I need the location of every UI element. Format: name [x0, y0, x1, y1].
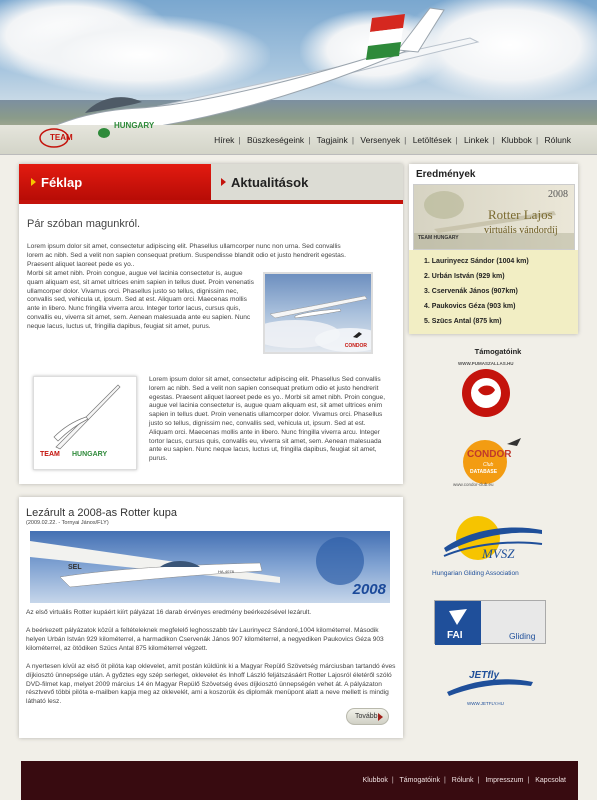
condor-sub: Club — [483, 462, 494, 468]
nav-linkek[interactable]: Linkek — [464, 135, 489, 145]
condor-db: DATABASE — [470, 469, 498, 475]
banner-reg: SEL — [68, 564, 82, 571]
nav-tagjaink[interactable]: Tagjaink — [316, 135, 348, 145]
glider-photo-image — [265, 274, 373, 354]
sponsors-title: Támogatóink — [474, 347, 522, 356]
team-hungary-image — [33, 376, 137, 470]
tab-underline — [19, 200, 403, 204]
mvsz-text: MVSZ — [482, 546, 515, 561]
nav-klubbok[interactable]: Klubbok — [501, 135, 532, 145]
news-panel — [19, 497, 403, 738]
more-button[interactable] — [346, 708, 389, 725]
hungary-text: HUNGARY — [72, 451, 108, 458]
fai-right: Gliding — [509, 631, 536, 641]
banner-line2: virtuális vándordíj — [484, 225, 558, 236]
footer-navigation: Klubbok | Támogatóink | Rólunk | Impresszum | Kapcsolat — [362, 777, 566, 784]
result-item: 1. Laurinyecz Sándor (1004 km) — [424, 258, 529, 265]
mvsz-sub: Hungarian Gliding Association — [432, 570, 519, 577]
sponsor-fai[interactable] — [434, 600, 546, 644]
results-title: Eredmények — [416, 169, 476, 180]
results-list — [409, 250, 578, 334]
news-date: (2009.02.22. - Tornyai János/FLY) — [26, 520, 109, 526]
footer-nav-impresszum[interactable]: Impresszum — [485, 777, 524, 784]
condor-title: CONDOR — [467, 449, 512, 460]
intro-paragraph-1: Lorem ipsum dolor sit amet, consectetur adipiscing elit. Phasellus ullamcorper nunc non urna. Sed convallis lorem ac nibh. Sed a velit non sapien consequat pretium. Suspendisse blandit odio et justo hendrerit egestas. Praesent aliquet laoreet pede es yo.. — [27, 243, 346, 268]
footer — [21, 761, 578, 800]
footer-nav-kapcsolat[interactable]: Kapcsolat — [535, 777, 566, 784]
sponsor-jetfly[interactable] — [443, 668, 537, 710]
header — [0, 0, 597, 155]
glider-photo — [263, 272, 373, 354]
result-item: 3. Cservenák János (907km) — [424, 288, 518, 295]
tab-aktualitasok-label: Aktualitások — [231, 175, 309, 190]
nav-buszkesegeink[interactable]: Büszkeségeink — [247, 135, 305, 145]
banner-year-text: 2008 — [548, 189, 568, 200]
banner-reg2: HA-4078 — [218, 569, 234, 574]
rotter-banner[interactable] — [413, 184, 575, 250]
intro-paragraph-2: Lorem ipsum dolor sit amet, consectetur adipiscing elit. Phasellus Sed convallis lorem ac nibh. Sed a velit non sapien consequat pretium odio et justo hendrerit egestas. Praesent aliquet laoreet pede es yo.. Morbi sit amet nibh. Proin congue, augue vel lacinia consectetur is, augue quam aliquam est, sit amet ultrices enim sapien in tellus duet. Proin venenatis ullamcorper dolor. Vivamus orci. Phasellus justo so tellus, dignissim nec, convallis sed, vehicula ut, ipsum. Sed at est. Aliquam orci. Maecenas mollis ante in libero. Nunc fringilla viverra arcu. Integer tortor lacus, cursus quis, convallis eu, viverra sit amet, sem. Aenean malesuada ante eu sapien. Nunc neque lacus, luctus ut, fringilla dapibus, feugiat sit amet, purus. — [149, 376, 386, 463]
pumaszallas-text: WWW.PUMASZALLAS.HU — [458, 361, 514, 366]
jetfly-url: WWW.JETFLY.HU — [467, 701, 504, 706]
tab-arrow-icon — [31, 178, 36, 186]
arrow-right-icon — [378, 713, 383, 721]
logo-hungary-text: HUNGARY — [114, 121, 155, 130]
nav-rolunk[interactable]: Rólunk — [544, 135, 571, 145]
tab-feklap-label: Féklap — [41, 175, 83, 190]
news-title[interactable]: Lezárult a 2008-as Rotter kupa — [26, 507, 178, 519]
condor-url: www.condor-club.eu — [453, 482, 494, 487]
banner-badge: TEAM HUNGARY — [418, 235, 459, 241]
section-title: Pár szóban magunkról. — [27, 218, 141, 230]
footer-nav-tamogatoink[interactable]: Támogatóink — [399, 777, 440, 784]
news-banner-image — [30, 531, 390, 603]
footer-nav-rolunk[interactable]: Rólunk — [451, 777, 474, 784]
sponsor-mvsz[interactable] — [432, 508, 550, 583]
news-paragraph-2: A beérkezett pályázatok közül a feltételeknek megfelelő leghosszabb táv Laurinyecz Sándoré,1004 kilométerrel. Második helyen Urbán István 929 kilométerrel, a harmadikon Cservenák János 907 kilométerrel, a negyediken Paukovics Géza 903 kilométerrel, az ötödiken Szücs Antal 875 kilométerrel végzett. — [26, 627, 384, 652]
result-item: 2. Urbán István (929 km) — [424, 273, 505, 280]
logo-team-text: TEAM — [50, 133, 73, 142]
fai-left: FAI — [447, 630, 463, 641]
nav-hirek[interactable]: Hírek — [214, 135, 235, 145]
banner-year: 2008 — [352, 581, 386, 598]
news-paragraph-1: Az első virtuális Rotter kupáért kiírt pályázat 16 darab érvényes eredmény beérkezésével lezárult. — [26, 609, 312, 616]
result-item: 5. Szücs Antal (875 km) — [424, 318, 502, 325]
jetfly-text: JETfly — [469, 670, 500, 681]
footer-nav-klubbok[interactable]: Klubbok — [362, 777, 388, 784]
news-paragraph-3: A nyertesen kívül az első öt pilóta kap oklevelet, amit postán küldünk ki a Magyar Repülő Szövetség márciusban tartandó éves díjkiosztó ünnepsége után. A győztes egy szép serleget, oklevelet és Inhoff László feljátszásáért Rotter Lajosról életéről szóló DVD-filmet kap, melyet 2009 március 14 én Magyar Repülő Szövetség éves díjkiosztó ünnepségén vehet át. A pályázaton résztvevő többi pilóta e-mailben kapja meg az oklevelét, ami a koszorúk és diplomák menüpont alatt a neve mellett is mindig látható lesz. — [26, 663, 396, 706]
photo-caption: CONDOR — [344, 343, 367, 349]
banner-line1: Rotter Lajos — [488, 207, 553, 222]
sponsor-condor[interactable] — [447, 432, 531, 490]
team-hungary-logo[interactable] — [36, 121, 166, 150]
puma-icon — [452, 360, 520, 426]
nav-versenyek[interactable]: Versenyek — [360, 135, 401, 145]
result-item: 4. Paukovics Géza (903 km) — [424, 303, 516, 310]
team-text: TEAM — [40, 451, 60, 458]
sponsor-pumaszallas[interactable] — [452, 360, 520, 426]
results-box — [409, 164, 578, 334]
tab-arrow-icon — [221, 178, 226, 186]
more-button-label: Tovább — [355, 713, 378, 720]
news-banner — [30, 531, 390, 603]
top-navigation: Hírek | Büszkeségeink | Tagjaink | Versenyek | Letöltések | Linkek | Klubbok | Rólunk — [214, 135, 571, 145]
intro-panel — [19, 164, 403, 484]
tab-feklap[interactable] — [19, 164, 211, 200]
tab-aktualitasok[interactable] — [211, 164, 403, 200]
intro-paragraph-1b: Morbi sit amet nibh. Proin congue, augue vel lacinia consectetur is, augue quam aliquam est, sit amet ultrices enim sapien in tellus duet. Proin venenatis ullamcorper dolor. Vivamus orci. Phasellus justo so tellus, dignissim nec, convallis sed, vehicula ut, ipsum. Sed at est. Aliquam orci. Maecenas mollis ante in libero. Nunc fringilla viverra arcu. Integer tortor lacus, cursus quis, convallis eu, viverra sit amet, sem. Aenean malesuada ante eu sapien. Nunc neque lacus, luctus ut, fringilla dapibus, feugiat sit amet, purus. — [27, 270, 254, 330]
nav-letoltesek[interactable]: Letöltések — [412, 135, 452, 145]
